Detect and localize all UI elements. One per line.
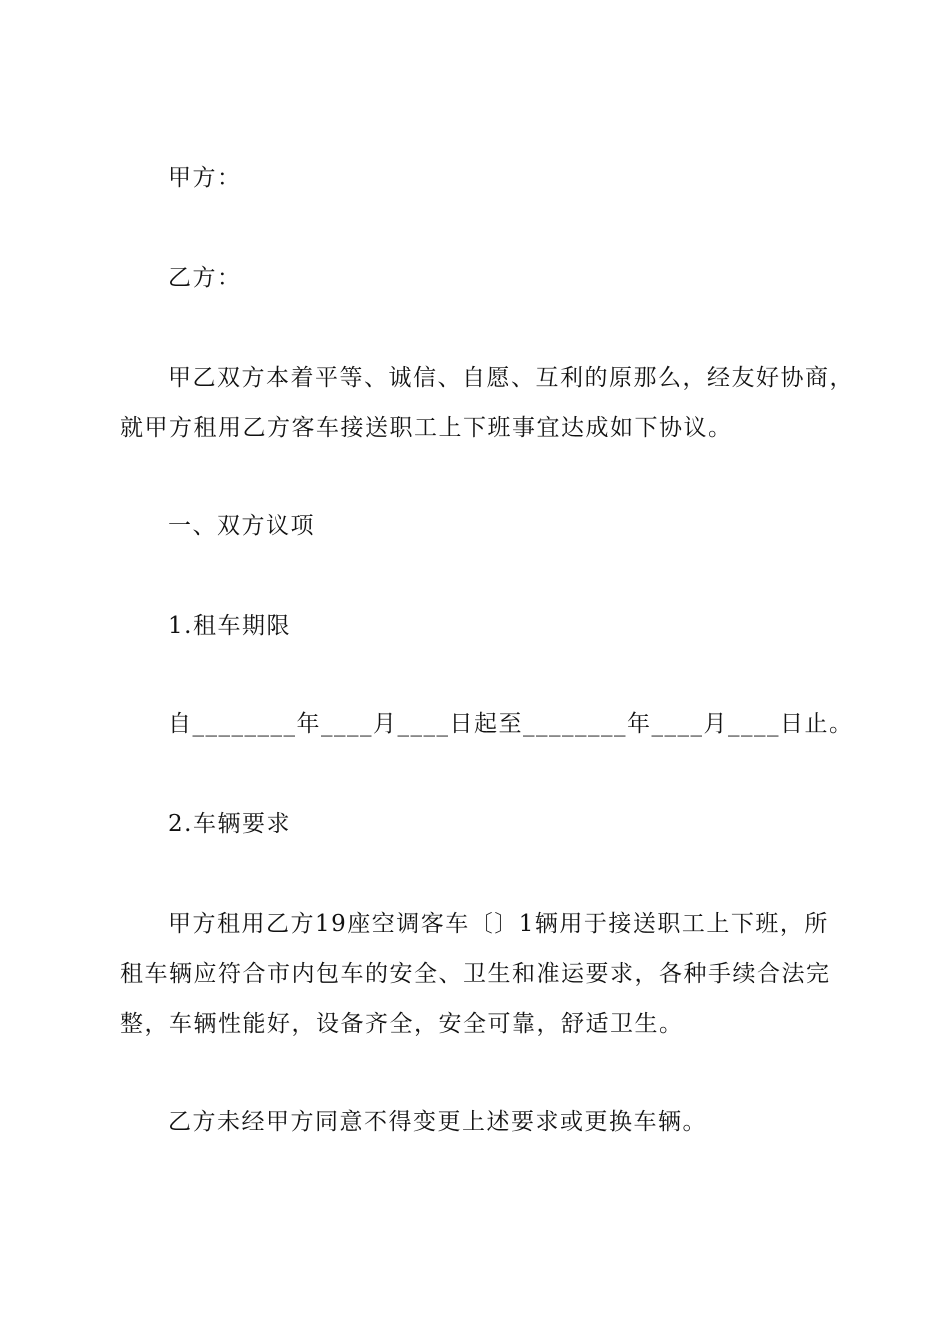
item-1-body: 自________年____月____日起至________年____月____日止。 [168,711,854,737]
item-2-note: 乙方未经甲方同意不得变更上述要求或更换车辆。 [168,1109,707,1135]
intro-line-2: 就甲方租用乙方客车接送职工上下班事宜达成如下协议。 [120,415,733,441]
section-1-title: 一、双方议项 [168,513,315,539]
item-1-title: 1.租车期限 [168,613,291,639]
party-a-label: 甲方： [168,165,242,191]
intro-line-1: 甲乙双方本着平等、诚信、自愿、互利的原那么，经友好协商， [168,365,854,391]
item-2-title: 2.车辆要求 [168,811,291,837]
party-b-label: 乙方： [168,265,242,291]
item-2-body-line-2: 租车辆应符合市内包车的安全、卫生和准运要求，各种手续合法完 [120,961,831,987]
item-2-body-line-1: 甲方租用乙方19座空调客车〔〕1辆用于接送职工上下班，所 [168,911,829,937]
item-2-body-line-3: 整，车辆性能好，设备齐全，安全可靠，舒适卫生。 [120,1011,684,1037]
